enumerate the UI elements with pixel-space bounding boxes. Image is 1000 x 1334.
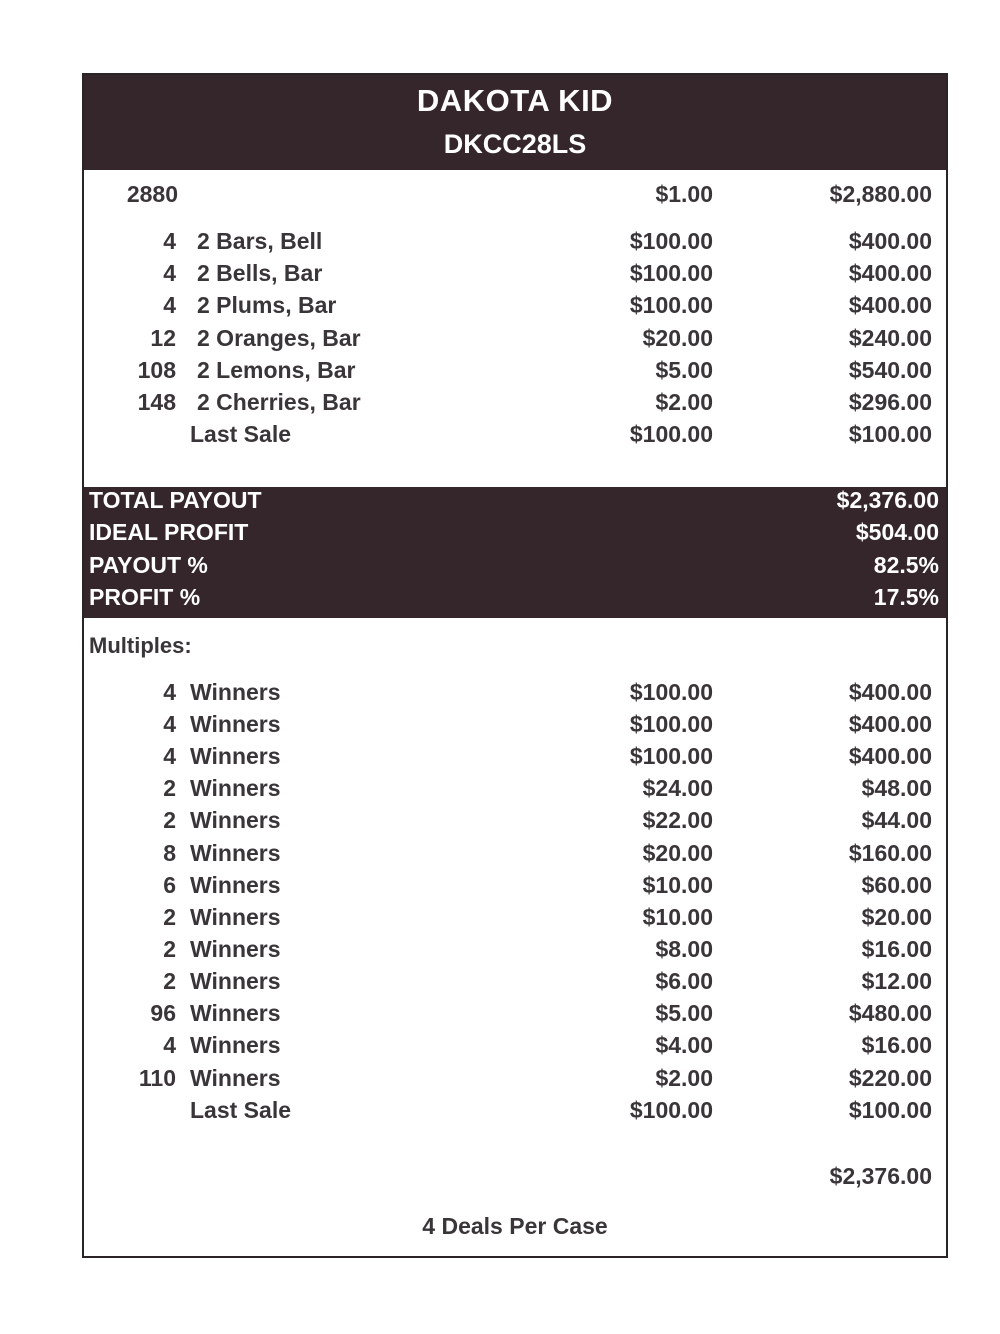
summary-row xyxy=(84,519,946,551)
multiples-last-sale-label: Last Sale xyxy=(190,1097,291,1123)
multiple-unit: $6.00 xyxy=(655,968,713,994)
summary-label: TOTAL PAYOUT xyxy=(89,487,262,513)
payout-qty: 108 xyxy=(137,357,176,383)
multiple-ext: $44.00 xyxy=(861,807,932,833)
multiple-ext: $12.00 xyxy=(861,968,932,994)
multiple-unit: $10.00 xyxy=(642,872,713,898)
payout-unit: $20.00 xyxy=(642,325,713,351)
deal-total: $2,880.00 xyxy=(829,181,932,207)
summary-value: 17.5% xyxy=(873,584,939,610)
game-title: DAKOTA KID xyxy=(416,83,614,118)
grand-total: $2,376.00 xyxy=(829,1163,932,1189)
multiple-desc: Winners xyxy=(190,1032,281,1058)
payout-ext: $540.00 xyxy=(848,357,932,383)
multiple-desc: Winners xyxy=(190,807,281,833)
multiple-ext: $48.00 xyxy=(861,775,932,801)
payout-unit: $5.00 xyxy=(655,357,713,383)
summary-band xyxy=(84,487,946,618)
payout-desc: 2 Bells, Bar xyxy=(197,260,323,286)
payout-unit: $100.00 xyxy=(629,260,713,286)
multiple-unit: $5.00 xyxy=(655,1000,713,1026)
multiple-unit: $100.00 xyxy=(629,711,713,737)
multiple-qty: 2 xyxy=(163,968,176,994)
multiple-qty: 110 xyxy=(138,1065,176,1091)
multiple-row xyxy=(84,872,946,902)
multiple-ext: $160.00 xyxy=(848,840,932,866)
summary-label: IDEAL PROFIT xyxy=(89,519,249,545)
multiple-row xyxy=(84,1065,946,1095)
payout-row xyxy=(84,260,946,290)
summary-label: PROFIT % xyxy=(89,584,201,610)
multiple-qty: 4 xyxy=(163,679,176,705)
multiple-qty: 4 xyxy=(163,1032,176,1058)
multiple-row xyxy=(84,711,946,741)
payout-ext: $400.00 xyxy=(848,292,932,318)
multiple-desc: Winners xyxy=(190,775,281,801)
multiple-desc: Winners xyxy=(190,679,281,705)
payout-ext: $296.00 xyxy=(848,389,932,415)
multiple-unit: $100.00 xyxy=(629,743,713,769)
multiple-row xyxy=(84,775,946,805)
multiple-qty: 6 xyxy=(163,872,176,898)
multiple-unit: $8.00 xyxy=(655,936,713,962)
multiple-unit: $2.00 xyxy=(655,1065,713,1091)
payout-sheet xyxy=(82,73,948,1258)
multiple-ext: $220.00 xyxy=(848,1065,932,1091)
multiple-qty: 4 xyxy=(163,743,176,769)
summary-row xyxy=(84,584,946,616)
multiple-desc: Winners xyxy=(190,1000,281,1026)
multiple-ext: $16.00 xyxy=(861,936,932,962)
multiple-unit: $22.00 xyxy=(642,807,713,833)
payout-row xyxy=(84,228,946,258)
last-sale-unit: $100.00 xyxy=(629,421,713,447)
multiple-desc: Winners xyxy=(190,904,281,930)
payout-ext: $240.00 xyxy=(848,325,932,351)
multiple-row xyxy=(84,743,946,773)
payout-unit: $100.00 xyxy=(629,292,713,318)
multiples-last-sale-row xyxy=(84,1097,946,1127)
multiple-ext: $20.00 xyxy=(861,904,932,930)
multiples-last-sale-ext: $100.00 xyxy=(848,1097,932,1123)
payout-row xyxy=(84,325,946,355)
multiple-row xyxy=(84,807,946,837)
payout-desc: 2 Lemons, Bar xyxy=(197,357,356,383)
multiple-ext: $400.00 xyxy=(848,743,932,769)
payout-qty: 148 xyxy=(137,389,176,415)
multiple-ext: $400.00 xyxy=(848,679,932,705)
game-code: DKCC28LS xyxy=(443,129,587,159)
multiple-row xyxy=(84,679,946,709)
payout-desc: 2 Oranges, Bar xyxy=(197,325,361,351)
summary-value: 82.5% xyxy=(873,552,939,578)
deal-row xyxy=(84,181,946,211)
summary-label: PAYOUT % xyxy=(89,552,208,578)
payout-row xyxy=(84,292,946,322)
multiple-desc: Winners xyxy=(190,840,281,866)
multiple-desc: Winners xyxy=(190,1065,281,1091)
multiple-row xyxy=(84,968,946,998)
multiples-last-sale-unit: $100.00 xyxy=(629,1097,713,1123)
multiple-qty: 2 xyxy=(163,904,176,930)
multiple-desc: Winners xyxy=(190,743,281,769)
multiple-unit: $4.00 xyxy=(655,1032,713,1058)
multiple-desc: Winners xyxy=(190,968,281,994)
multiple-desc: Winners xyxy=(190,872,281,898)
multiple-unit: $10.00 xyxy=(642,904,713,930)
multiple-desc: Winners xyxy=(190,936,281,962)
payout-qty: 4 xyxy=(163,228,176,254)
multiples-heading: Multiples: xyxy=(89,633,192,658)
multiple-qty: 2 xyxy=(163,936,176,962)
summary-row xyxy=(84,552,946,584)
payout-desc: 2 Bars, Bell xyxy=(197,228,323,254)
multiple-ext: $480.00 xyxy=(848,1000,932,1026)
multiple-row xyxy=(84,1032,946,1062)
multiple-qty: 2 xyxy=(163,775,176,801)
last-sale-ext: $100.00 xyxy=(848,421,932,447)
multiple-row xyxy=(84,840,946,870)
multiple-unit: $100.00 xyxy=(629,679,713,705)
multiple-unit: $24.00 xyxy=(642,775,713,801)
payout-ext: $400.00 xyxy=(848,260,932,286)
multiple-unit: $20.00 xyxy=(642,840,713,866)
multiple-ext: $400.00 xyxy=(848,711,932,737)
summary-value: $504.00 xyxy=(855,519,939,545)
payout-desc: 2 Cherries, Bar xyxy=(197,389,361,415)
multiple-qty: 4 xyxy=(163,711,176,737)
ticket-price: $1.00 xyxy=(655,181,713,207)
multiple-row xyxy=(84,1000,946,1030)
multiple-qty: 96 xyxy=(150,1000,176,1026)
summary-value: $2,376.00 xyxy=(836,487,939,513)
payout-row xyxy=(84,389,946,419)
payout-unit: $100.00 xyxy=(629,228,713,254)
payout-qty: 4 xyxy=(163,260,176,286)
payout-desc: 2 Plums, Bar xyxy=(197,292,337,318)
multiple-qty: 8 xyxy=(163,840,176,866)
last-sale-row xyxy=(84,421,946,451)
summary-row xyxy=(84,487,946,519)
sheet-header xyxy=(84,75,946,170)
multiple-row xyxy=(84,936,946,966)
ticket-count: 2880 xyxy=(126,181,178,207)
payout-row xyxy=(84,357,946,387)
payout-unit: $2.00 xyxy=(655,389,713,415)
multiple-desc: Winners xyxy=(190,711,281,737)
multiple-ext: $60.00 xyxy=(861,872,932,898)
payout-qty: 12 xyxy=(150,325,176,351)
deals-per-case: 4 Deals Per Case xyxy=(422,1213,608,1239)
last-sale-label: Last Sale xyxy=(190,421,291,447)
multiple-row xyxy=(84,904,946,934)
payout-qty: 4 xyxy=(163,292,176,318)
payout-ext: $400.00 xyxy=(848,228,932,254)
multiple-qty: 2 xyxy=(163,807,176,833)
multiple-ext: $16.00 xyxy=(861,1032,932,1058)
